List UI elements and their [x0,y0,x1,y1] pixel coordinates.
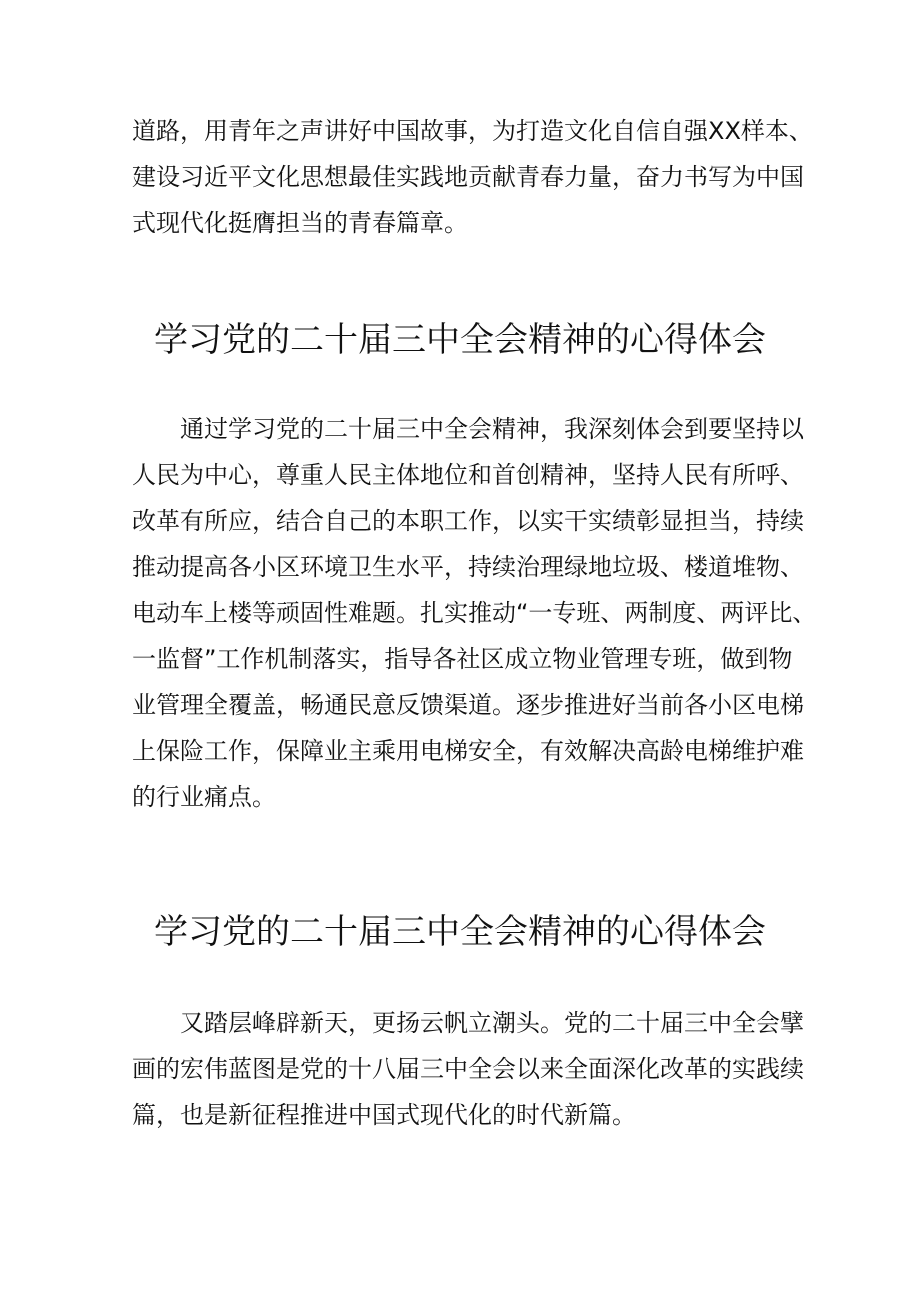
paragraph-line: 画的宏伟蓝图是党的十八届三中全会以来全面深化改革的实践续 [132,1055,804,1083]
paragraph-line: 人民为中心，尊重人民主体地位和首创精神，坚持人民有所呼、 [132,461,804,489]
paragraph-line: 改革有所应，结合自己的本职工作，以实干实绩彰显担当，持续 [132,507,804,535]
paragraph-line: 篇，也是新征程推进中国式现代化的时代新篇。 [132,1101,636,1129]
top-paragraph [132,108,813,246]
paragraph-line: 道路，用青年之声讲好中国故事，为打造文化自信自强XX样本、 [132,117,813,145]
paragraph-line: 建设习近平文化思想最佳实践地贡献青春力量，奋力书写为中国 [132,163,804,191]
paragraph-line: 的行业痛点。 [132,783,276,811]
section-title: 学习党的二十届三中全会精神的心得体会 [154,320,766,360]
paragraph-line: 又踏层峰辟新天，更扬云帆立潮头。党的二十届三中全会擘 [180,1009,804,1037]
section-title: 学习党的二十届三中全会精神的心得体会 [154,912,766,952]
section2-paragraph [132,1000,804,1138]
paragraph-line: 一监督”工作机制落实，指导各社区成立物业管理专班，做到物 [132,645,793,673]
paragraph-line: 通过学习党的二十届三中全会精神，我深刻体会到要坚持以 [180,415,804,443]
paragraph-line: 推动提高各小区环境卫生水平，持续治理绿地垃圾、楼道堆物、 [132,553,804,581]
paragraph-line: 上保险工作，保障业主乘用电梯安全，有效解决高龄电梯维护难 [132,737,804,765]
paragraph-line: 电动车上楼等顽固性难题。扎实推动“一专班、两制度、两评比、 [132,599,817,627]
paragraph-line: 业管理全覆盖，畅通民意反馈渠道。逐步推进好当前各小区电梯 [132,691,804,719]
paragraph-line: 式现代化挺膺担当的青春篇章。 [132,209,468,237]
section1-paragraph [132,406,817,820]
